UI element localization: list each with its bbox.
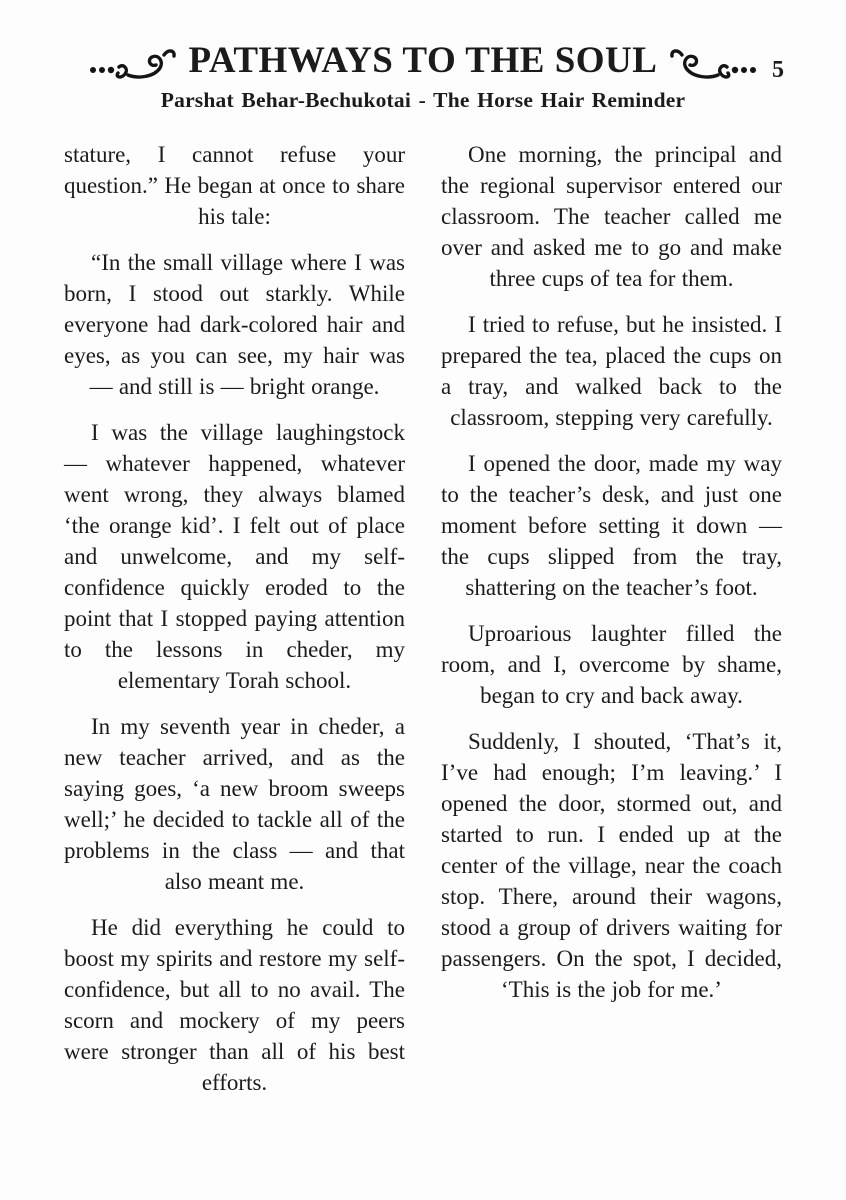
paragraph: stature, I cannot refuse your question.” He began at once to share his tale: xyxy=(64,142,405,229)
text-columns xyxy=(0,139,846,1113)
paragraph: He did everything he could to boost my spirits and restore my self-confidence, but all to no avail. The scorn and mockery of my peers were stronger than all of his best efforts. xyxy=(64,915,405,1095)
paragraph: Uproarious laughter filled the room, and I, overcome by shame, began to cry and back away. xyxy=(441,621,782,708)
paragraph: Suddenly, I shouted, ‘That’s it, I’ve had enough; I’m leaving.’ I opened the door, stormed out, and started to run. I ended up at the center of the village, near the coach stop. There, around their wagons, stood a group of drivers waiting for passengers. On the spot, I decided, ‘This is the job for me.’ xyxy=(441,729,782,1002)
paragraph: “In the small village where I was born, I stood out starkly. While everyone had dark-colored hair and eyes, as you can see, my hair was — and still is — bright orange. xyxy=(64,250,405,399)
paragraph: I opened the door, made my way to the teacher’s desk, and just one moment before setting it down — the cups slipped from the tray, shattering on the teacher’s foot. xyxy=(441,451,782,600)
chapter-subtitle: Parshat Behar-Bechukotai - The Horse Hair Reminder xyxy=(160,88,686,112)
paragraph: One morning, the principal and the regional supervisor entered our classroom. The teacher called me over and asked me to go and make three cups of tea for them. xyxy=(441,142,782,291)
paragraph: In my seventh year in cheder, a new teacher arrived, and as the saying goes, ‘a new broom sweeps well;’ he decided to tackle all of the problems in the class — and that also meant me. xyxy=(64,714,405,894)
paragraph: I tried to refuse, but he insisted. I prepared the tea, placed the cups on a tray, and walked back to the classroom, stepping very carefully. xyxy=(441,312,782,430)
paragraph: I was the village laughingstock — whatever happened, whatever went wrong, they always blamed ‘the orange kid’. I felt out of place and unwelcome, and my self-confidence quickly eroded to the point that I stopped paying attention to the lessons in cheder, my elementary Torah school. xyxy=(64,420,405,693)
flourish-right-icon xyxy=(664,46,758,80)
right-column xyxy=(441,139,782,1113)
left-column xyxy=(64,139,405,1113)
page-title: PATHWAYS TO THE SOUL xyxy=(188,40,658,81)
flourish-left-icon xyxy=(88,46,182,80)
page-number: 5 xyxy=(772,57,784,83)
page-header xyxy=(0,0,846,113)
title-row xyxy=(0,40,846,81)
